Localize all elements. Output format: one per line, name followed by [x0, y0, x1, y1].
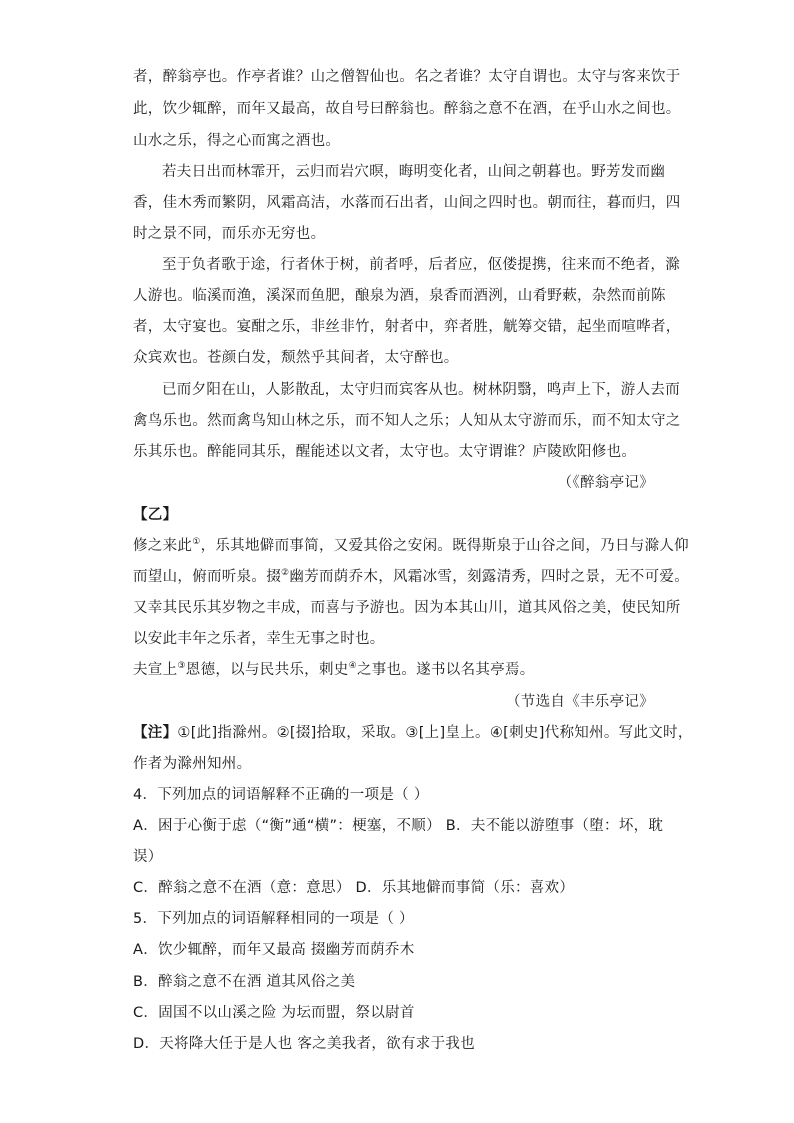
- jia-line-1: 者，醉翁亭也。作亭者谁？山之僧智仙也。名之者谁？太守自谓也。太守与客来饮于: [133, 69, 681, 85]
- footnote-ref-2: ②: [281, 568, 290, 578]
- jia-line-11: 已而夕阳在山，人影散乱，太守归而宾客从也。树林阴翳，鸣声上下，游人去而: [162, 382, 680, 398]
- question-4-options-ab: A．困于心衡于虑（“衡”通“横”：梗塞，不顺） B．夫不能以游堕事（堕：坏，耽: [133, 818, 664, 834]
- question-5-option-c: C．固国不以山溪之险 为坛而盟，祭以尉首: [133, 1005, 415, 1021]
- notes-label: 【注】: [133, 725, 178, 741]
- jia-line-13: 乐其乐也。醉能同其乐，醒能述以文者，太守也。太守谓谁？庐陵欧阳修也。: [133, 444, 637, 460]
- yi-line-2-text-b: 掇: [266, 569, 282, 585]
- yi-line-2: [133, 567, 689, 587]
- footnote-ref-1: ①: [192, 537, 201, 547]
- jia-line-10: 众宾欢也。苍颜白发，颓然乎其间者，太守醉也。: [133, 350, 459, 366]
- jia-source: （《醉翁亭记》: [557, 475, 654, 491]
- yi-line-3: 又幸其民乐其岁物之丰成，而喜与予游也。因为本其山川，道其风俗之美，使民知所: [133, 600, 681, 616]
- yi-heading: 【乙】: [133, 507, 178, 523]
- jia-line-7: 至于负者歌于途，行者休于树，前者呼，后者应，伛偻提携，往来而不绝者，滁: [162, 257, 680, 273]
- question-5-stem: 5．下列加点的词语解释相同的一项是（ ）: [133, 911, 414, 927]
- question-5-option-d: D．天将降大任于是人也 客之美我者，欲有求于我也: [133, 1036, 475, 1052]
- question-5-option-b: B．醉翁之意不在酒 道其风俗之美: [133, 974, 356, 990]
- yi-line-1-text-a: 修之来此: [133, 538, 193, 554]
- yi-line-1: [133, 536, 689, 556]
- jia-line-6: 时之景不同，而乐亦无穷也。: [133, 226, 326, 242]
- notes-text-1: ①[此]指滁州。②[掇]拾取，采取。③[上]皇上。④[刺史]代称知州。写此文时，: [177, 725, 693, 741]
- jia-line-4: 若夫日出而林霏开，云归而岩穴暝，晦明变化者，山间之朝暮也。野芳发而幽: [162, 164, 666, 180]
- question-4-options-cd: C．醉翁之意不在酒（意：意思） D．乐其地僻而事简（乐：喜欢）: [133, 880, 575, 896]
- jia-line-5: 香，佳木秀而繁阴，风霜高洁，水落而石出者，山间之四时也。朝而往，暮而归，四: [133, 195, 681, 211]
- question-5-option-a: A．饮少辄醉，而年又最高 掇幽芳而荫乔木: [133, 942, 415, 958]
- yi-line-5-text-c: 之事也。遂书以名其亭焉。: [356, 662, 535, 678]
- jia-line-8: 人游也。临溪而渔，溪深而鱼肥，酿泉为酒，泉香而酒洌，山肴野蔌，杂然而前陈: [133, 288, 666, 304]
- yi-line-2-text-a: 而望山，俯而听泉。: [133, 569, 267, 585]
- yi-line-5: [133, 660, 535, 680]
- yi-line-2-text-c: 幽芳而荫乔木，风霜冰雪，刻露清秀，四时之景，无不可爱。: [289, 569, 689, 585]
- yi-source: （节选自《丰乐亭记》: [506, 694, 654, 710]
- jia-line-12: 禽鸟乐也。然而禽鸟知山林之乐，而不知人之乐；人知从太守游而乐，而不知太守之: [133, 413, 681, 429]
- question-4-stem: 4．下列加点的词语解释不正确的一项是（ ）: [133, 787, 429, 803]
- footnote-ref-4: ④: [348, 661, 357, 671]
- yi-line-1-text-b: ，乐其地僻而事简，又爱其俗之安闲。既得斯泉于山谷之间，乃日与滁人仰: [200, 538, 689, 554]
- notes-line-1: [133, 723, 693, 743]
- question-4-options-ab-wrap: 误）: [133, 849, 163, 865]
- footnote-ref-3: ③: [177, 661, 186, 671]
- jia-line-9: 者，太守宴也。宴酣之乐，非丝非竹，射者中，弈者胜，觥筹交错，起坐而喧哗者，: [133, 319, 681, 335]
- yi-line-5-text-a: 夫宣上: [133, 662, 178, 678]
- jia-line-3: 山水之乐，得之心而寓之酒也。: [133, 133, 341, 149]
- yi-line-5-text-b: 恩德，以与民共乐，刺史: [185, 662, 349, 678]
- yi-line-4: 以安此丰年之乐者，幸生无事之时也。: [133, 631, 385, 647]
- jia-line-2: 此，饮少辄醉，而年又最高，故自号曰醉翁也。醉翁之意不在酒，在乎山水之间也。: [133, 101, 681, 117]
- notes-line-2: 作者为滁州知州。: [133, 756, 252, 772]
